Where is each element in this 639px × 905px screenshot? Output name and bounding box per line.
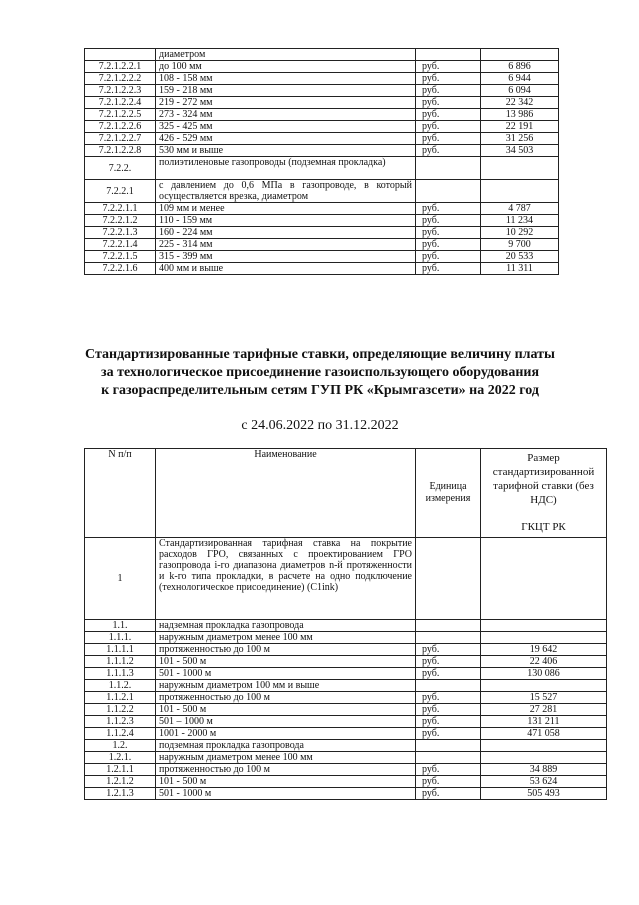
row-number: 1.1.1. — [85, 632, 156, 644]
row-number: 7.2.2.1.5 — [85, 251, 156, 263]
row-value: 22 342 — [481, 97, 559, 109]
title-line-3: к газораспределительным сетям ГУП РК «Крымгазсети» на 2022 год — [101, 383, 539, 398]
row-value: 15 527 — [481, 692, 607, 704]
row-name: Стандартизированная тарифная ставка на покрытие расходов ГРО, связанных с проектированием ГРО газопровода i-го диапазона диаметров n-й протяженности и k-го типа прокладки, в расчете на одно подключение (технологическое присоединение) (C1ink) — [156, 538, 416, 620]
row-name: 501 - 1000 м — [156, 668, 416, 680]
table-row — [85, 85, 559, 97]
row-value: 10 292 — [481, 227, 559, 239]
row-unit: руб. — [416, 145, 481, 157]
row-unit: руб. — [416, 61, 481, 73]
row-value — [481, 180, 559, 203]
row-name: 426 - 529 мм — [156, 133, 416, 145]
table-row — [85, 538, 607, 620]
row-value — [481, 157, 559, 180]
row-value: 19 642 — [481, 644, 607, 656]
row-name: подземная прокладка газопровода — [156, 740, 416, 752]
row-number: 7.2.2.1.1 — [85, 203, 156, 215]
table-row — [85, 180, 559, 203]
row-name: 110 - 159 мм — [156, 215, 416, 227]
header-unit: Единица измерения — [416, 449, 481, 538]
row-name: 109 мм и менее — [156, 203, 416, 215]
row-unit: руб. — [416, 239, 481, 251]
header-rate — [481, 449, 607, 538]
row-unit: руб. — [416, 656, 481, 668]
row-unit: руб. — [416, 716, 481, 728]
row-number: 1.1.2.4 — [85, 728, 156, 740]
table-row — [85, 61, 559, 73]
table-row — [85, 239, 559, 251]
row-unit: руб. — [416, 704, 481, 716]
row-unit — [416, 632, 481, 644]
row-value: 34 889 — [481, 764, 607, 776]
row-unit: руб. — [416, 97, 481, 109]
row-number: 7.2.2.1.4 — [85, 239, 156, 251]
row-value: 6 896 — [481, 61, 559, 73]
table-row — [85, 692, 607, 704]
row-unit: руб. — [416, 133, 481, 145]
row-value: 31 256 — [481, 133, 559, 145]
table-row — [85, 680, 607, 692]
row-value: 471 058 — [481, 728, 607, 740]
row-value: 6 094 — [481, 85, 559, 97]
table-row — [85, 121, 559, 133]
row-number: 7.2.2.1.3 — [85, 227, 156, 239]
row-unit: руб. — [416, 215, 481, 227]
row-value: 34 503 — [481, 145, 559, 157]
table-row — [85, 728, 607, 740]
row-unit — [416, 740, 481, 752]
row-number: 1 — [85, 538, 156, 620]
row-name: 108 - 158 мм — [156, 73, 416, 85]
row-unit — [416, 538, 481, 620]
validity-period: с 24.06.2022 по 31.12.2022 — [241, 418, 399, 433]
table-row — [85, 133, 559, 145]
row-value: 9 700 — [481, 239, 559, 251]
row-unit: руб. — [416, 668, 481, 680]
row-name: до 100 мм — [156, 61, 416, 73]
row-value — [481, 680, 607, 692]
table-row — [85, 203, 559, 215]
row-value: 4 787 — [481, 203, 559, 215]
row-unit: руб. — [416, 776, 481, 788]
table-row — [85, 73, 559, 85]
table-row — [85, 704, 607, 716]
table-row — [85, 752, 607, 764]
row-name: 315 - 399 мм — [156, 251, 416, 263]
table-row — [85, 764, 607, 776]
row-name: протяженностью до 100 м — [156, 644, 416, 656]
row-number: 7.2.1.2.2.5 — [85, 109, 156, 121]
row-name: 101 - 500 м — [156, 776, 416, 788]
row-unit: руб. — [416, 251, 481, 263]
row-unit — [416, 180, 481, 203]
row-name: наружным диаметром 100 мм и выше — [156, 680, 416, 692]
table-row — [85, 215, 559, 227]
table-row — [85, 716, 607, 728]
row-number: 7.2.2.1 — [85, 180, 156, 203]
row-unit: руб. — [416, 227, 481, 239]
row-unit: руб. — [416, 121, 481, 133]
row-name: 219 - 272 мм — [156, 97, 416, 109]
row-name: 101 - 500 м — [156, 656, 416, 668]
row-number: 7.2.1.2.2.2 — [85, 73, 156, 85]
row-name: 501 - 1000 м — [156, 788, 416, 800]
table-header-row — [85, 449, 607, 538]
row-unit: руб. — [416, 263, 481, 275]
row-number: 7.2.2.1.2 — [85, 215, 156, 227]
row-unit — [416, 620, 481, 632]
row-unit: руб. — [416, 109, 481, 121]
row-number: 1.1.2.3 — [85, 716, 156, 728]
row-number: 7.2.2.1.6 — [85, 263, 156, 275]
table-row — [85, 740, 607, 752]
row-unit — [416, 752, 481, 764]
row-number: 1.1.2. — [85, 680, 156, 692]
row-unit: руб. — [416, 692, 481, 704]
row-name: 530 мм и выше — [156, 145, 416, 157]
table-row — [85, 263, 559, 275]
row-unit: руб. — [416, 788, 481, 800]
row-number: 1.1.1.1 — [85, 644, 156, 656]
row-value — [481, 752, 607, 764]
table-row — [85, 656, 607, 668]
row-value: 11 234 — [481, 215, 559, 227]
row-name: протяженностью до 100 м — [156, 692, 416, 704]
header-rate-label: Размер стандартизированной тарифной ставки (без НДС) — [492, 452, 595, 506]
row-value: 11 311 — [481, 263, 559, 275]
table-row — [85, 97, 559, 109]
row-name: 101 - 500 м — [156, 704, 416, 716]
row-number: 7.2.1.2.2.7 — [85, 133, 156, 145]
row-value: 13 986 — [481, 109, 559, 121]
row-number: 1.2.1.3 — [85, 788, 156, 800]
row-number: 1.2.1.2 — [85, 776, 156, 788]
row-unit: руб. — [416, 728, 481, 740]
row-unit — [416, 157, 481, 180]
row-value — [481, 740, 607, 752]
row-value: 20 533 — [481, 251, 559, 263]
row-unit: руб. — [416, 764, 481, 776]
row-value — [481, 49, 559, 61]
row-unit: руб. — [416, 644, 481, 656]
row-value: 131 211 — [481, 716, 607, 728]
table-row — [85, 788, 607, 800]
row-value: 505 493 — [481, 788, 607, 800]
row-name: надземная прокладка газопровода — [156, 620, 416, 632]
row-name: с давлением до 0,6 МПа в газопроводе, в который осуществляется врезка, диаметром — [156, 180, 416, 203]
title-line-2: за технологическое присоединение газоиспользующего оборудования — [100, 365, 540, 380]
row-number: 7.2.1.2.2.1 — [85, 61, 156, 73]
table-row — [85, 251, 559, 263]
row-number: 1.1.2.1 — [85, 692, 156, 704]
header-num: N п/п — [85, 449, 156, 538]
row-name: 225 - 314 мм — [156, 239, 416, 251]
row-number: 1.1. — [85, 620, 156, 632]
table-row — [85, 157, 559, 180]
row-number: 7.2.1.2.2.4 — [85, 97, 156, 109]
row-unit: руб. — [416, 203, 481, 215]
row-name: 273 - 324 мм — [156, 109, 416, 121]
row-number: 1.2. — [85, 740, 156, 752]
row-value: 130 086 — [481, 668, 607, 680]
row-value — [481, 620, 607, 632]
row-number — [85, 49, 156, 61]
row-unit: руб. — [416, 85, 481, 97]
row-name: наружным диаметром менее 100 мм — [156, 632, 416, 644]
table-row — [85, 620, 607, 632]
row-name: полиэтиленовые газопроводы (подземная прокладка) — [156, 157, 416, 180]
row-value — [481, 538, 607, 620]
row-name: протяженностью до 100 м — [156, 764, 416, 776]
row-number: 7.2.1.2.2.6 — [85, 121, 156, 133]
row-name: 501 – 1000 м — [156, 716, 416, 728]
row-name: 1001 - 2000 м — [156, 728, 416, 740]
row-value — [481, 632, 607, 644]
row-number: 1.2.1. — [85, 752, 156, 764]
table-row — [85, 632, 607, 644]
row-number: 7.2.2. — [85, 157, 156, 180]
table-row — [85, 109, 559, 121]
row-number: 1.1.2.2 — [85, 704, 156, 716]
row-number: 1.1.1.3 — [85, 668, 156, 680]
row-name: диаметром — [156, 49, 416, 61]
table-row — [85, 227, 559, 239]
row-value: 22 406 — [481, 656, 607, 668]
row-unit: руб. — [416, 73, 481, 85]
row-value: 53 624 — [481, 776, 607, 788]
row-unit — [416, 49, 481, 61]
row-value: 6 944 — [481, 73, 559, 85]
tariff-table — [84, 448, 607, 800]
row-value: 22 191 — [481, 121, 559, 133]
table-row — [85, 145, 559, 157]
document-title — [40, 346, 600, 400]
row-number: 1.2.1.1 — [85, 764, 156, 776]
header-authority: ГКЦТ РК — [521, 521, 566, 533]
row-name: наружным диаметром менее 100 мм — [156, 752, 416, 764]
row-unit — [416, 680, 481, 692]
table-row — [85, 644, 607, 656]
row-number: 1.1.1.2 — [85, 656, 156, 668]
row-number: 7.2.1.2.2.8 — [85, 145, 156, 157]
table-row — [85, 49, 559, 61]
row-value: 27 281 — [481, 704, 607, 716]
row-name: 159 - 218 мм — [156, 85, 416, 97]
title-line-1: Стандартизированные тарифные ставки, определяющие величину платы — [85, 347, 555, 362]
row-name: 325 - 425 мм — [156, 121, 416, 133]
row-name: 400 мм и выше — [156, 263, 416, 275]
header-name: Наименование — [156, 449, 416, 538]
row-number: 7.2.1.2.2.3 — [85, 85, 156, 97]
table-row — [85, 776, 607, 788]
table-row — [85, 668, 607, 680]
tariff-table-continued — [84, 48, 559, 275]
row-name: 160 - 224 мм — [156, 227, 416, 239]
